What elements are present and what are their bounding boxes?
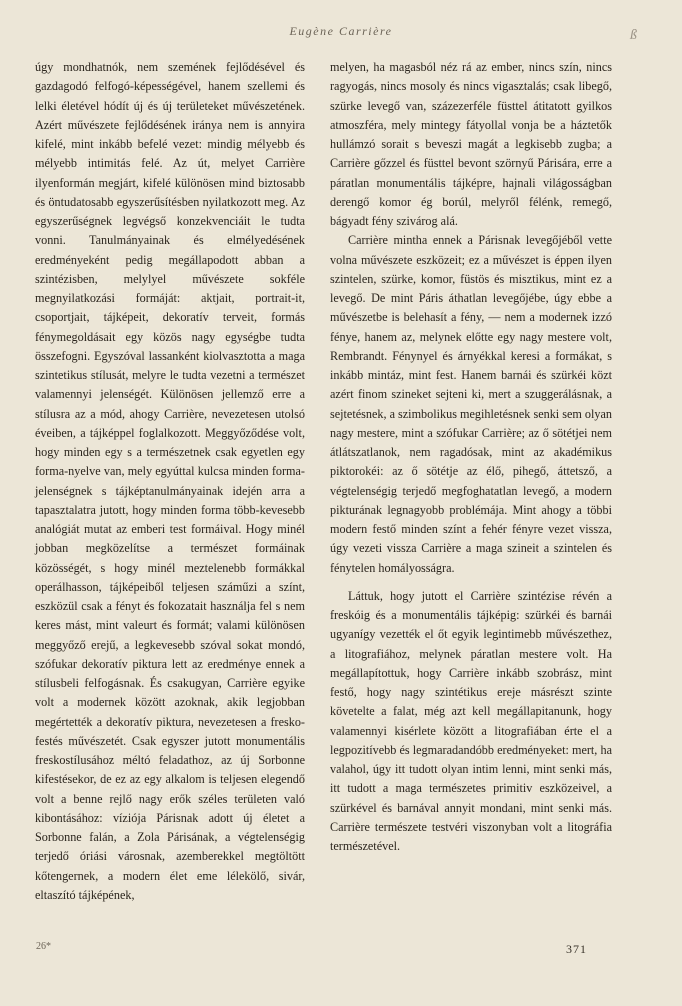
left-column <box>35 58 305 905</box>
signature-mark: 26* <box>36 941 51 952</box>
page-number: 371 <box>566 942 587 956</box>
paragraph: úgy mondhatnók, nem szemének fejlődésével és gazdagodó felfogó-képességével, hanem szellemi és lelki életével hódít új és új területeket művészetének. Azért művészete fejlődésének iránya nem is annyira kifelé, mint inkább befelé vezet: mindig mélyebb és mélyebb intimitás felé. Az út, melyet Carrière ilyenformán megjárt, kifelé különösen mind biztosabb és öntudatosabb egyszerűsítésben nyilatkozott meg. Az egyszerűségnek legvégső konzekvenciáit le tudta vonni. Tanulmányainak és elmélyedésének eredményeként pedig megállapodott abban a szintézisben, melylyel művészete sokféle megnyilatkozási formáját: aktjait, portrait-it, csoportjait, tájképeit, dekoratív terveit, formás fénymegoldásait egy közös nagy egységbe tudta összefogni. Egyszóval lassanként kiolvasztotta a maga szintetikus stílusát, melyre le tudta vezetni a természet valamennyi jelenségét. Különösen jellemző erre a stílusra az a mód, ahogy Carrière, nevezetesen utolsó éveiben, a tájképpel foglalkozott. Meggyőződése volt, hogy minden egy s a természetnek csak egyetlen egy forma-nyelve van, mely egyúttal kulcsa minden forma-jelenségnek s tájképtanulmányainak idején arra a tapasztalatra jutott, hogy minden forma több-kevesebb analógiát mutat az emberi test formáival. Hogy minél jobban megközelítse a természet formáinak közösségét, s hogy minél meztelenebb formákkal operálhasson, tájképeiből teljesen száműzi a színt, eszközül csak a fényt és fokozatait használja fel s nem keres mást, mint valeurt és formát; valami különösen meggyőző erejű, a legkevesebb szóval sokat mondó, szófukar dekoratív piktura lett az eredménye ennek a stílusbeli felfogásnak. És csakugyan, Carrière egyike volt a modernek között azoknak, akik legjobban megértették a dekoratív piktura, nevezetesen a fresko-festés művészetét. Csak egyszer jutott monumentális freskostílusához méltó feladathoz, az új Sorbonne kifestésekor, de ez az egy alkalom is teljesen elegendő volt a benne rejlő nagy erők széles területen való kibontásához: víziója Párisnak adott új életet a Sorbonne falán, a Zola Párisának, a végtelenségig terjedő óriási városnak, azemberekkel megtöltött kőtengernek, a modern élet eme lélekölő, sivár, eltaszító tájképének, <box>35 60 305 902</box>
paragraph: melyen, ha magasból néz rá az ember, nincs szín, nincs ragyogás, nincs mosoly és nincs vigasztalás; csak libegő, szürke levegő van, százezerféle füsttel átitatott gyilkos atmoszféra, mely mintegy fátyollal vonja be a háztetők hullámzó sorait s beveszi magát a legkisebb zugba; a Carrière gőzzel és füsttel bevont szörnyű Párisára, erre a páratlan monumentális tájképre, hajnali világosságban derengő komor ég borúl, melyről félénk, remegő, bágyadt fény szivárog alá. <box>330 60 612 228</box>
running-head: Eugène Carrière <box>289 24 393 38</box>
corner-mark: ß <box>630 28 637 43</box>
right-column <box>330 58 612 856</box>
paragraph: Carrière mintha ennek a Párisnak levegőjéből vette volna művészete eszközeit; ez a művészet is éppen ilyen szintelen, szürke, komor, füstös és misztikus, mint ez a levegő. De mint Páris áthatlan levegőjébe, úgy ebbe a művészetbe is belehasít a fény, — nem a modernek izzó fénye, hanem az, melynek előtte egy nagy mestere volt, Rembrandt. Fénynyel és árnyékkal keresi a formákat, s inkább mintáz, mint fest. Hanem barnái és szürkéi közt azért finom szineket sejteni ki, mert a szuggerálásnak, a sejtetésnek, a szimbolikus megihletésnek senki sem olyan nagy mestere, mint a szófukar Carrière; az ő sötétjei nem átlátszatlanok, nem ragadósak, mint az akadémikus piktorokéi: az ő sötétje az élő, pihegő, áttetsző, a végtelenségig terjedő megfoghatatlan levegő, a modern pikturának legnagyobb problémája. Mint ahogy a többi modern festő minden színt a fehér fényre vezet vissza, úgy vezeti vissza Carrière a maga szineit a szintelen és fénytelen homályosságra. <box>330 233 612 575</box>
paragraph: Láttuk, hogy jutott el Carrière szintézise révén a freskóig és a monumentális tájképig: szürkéi és barnái ugyanígy vezették el őt egyik legintimebb művészethez, a litografiához, melynek páratlan mestere volt. Ha megállapítottuk, hogy Carrière inkább szobrász, mint festő, hogy nagy szintétikus ereje másrészt szinte követelte a falat, még azt kell megállapitanunk, hogy valamennyi kisérlete között a litografiában érte el a legpozitívebb és legmaradandóbb eredményeket: mert, ha valahol, úgy itt tudott olyan intim lenni, mint senki más, itt tudott a maga természetes primitiv eszközeivel, a szürkével és barnával annyit mondani, mint senki más. Carrière természete testvéri viszonyban volt a litográfia természetével. <box>330 588 612 853</box>
